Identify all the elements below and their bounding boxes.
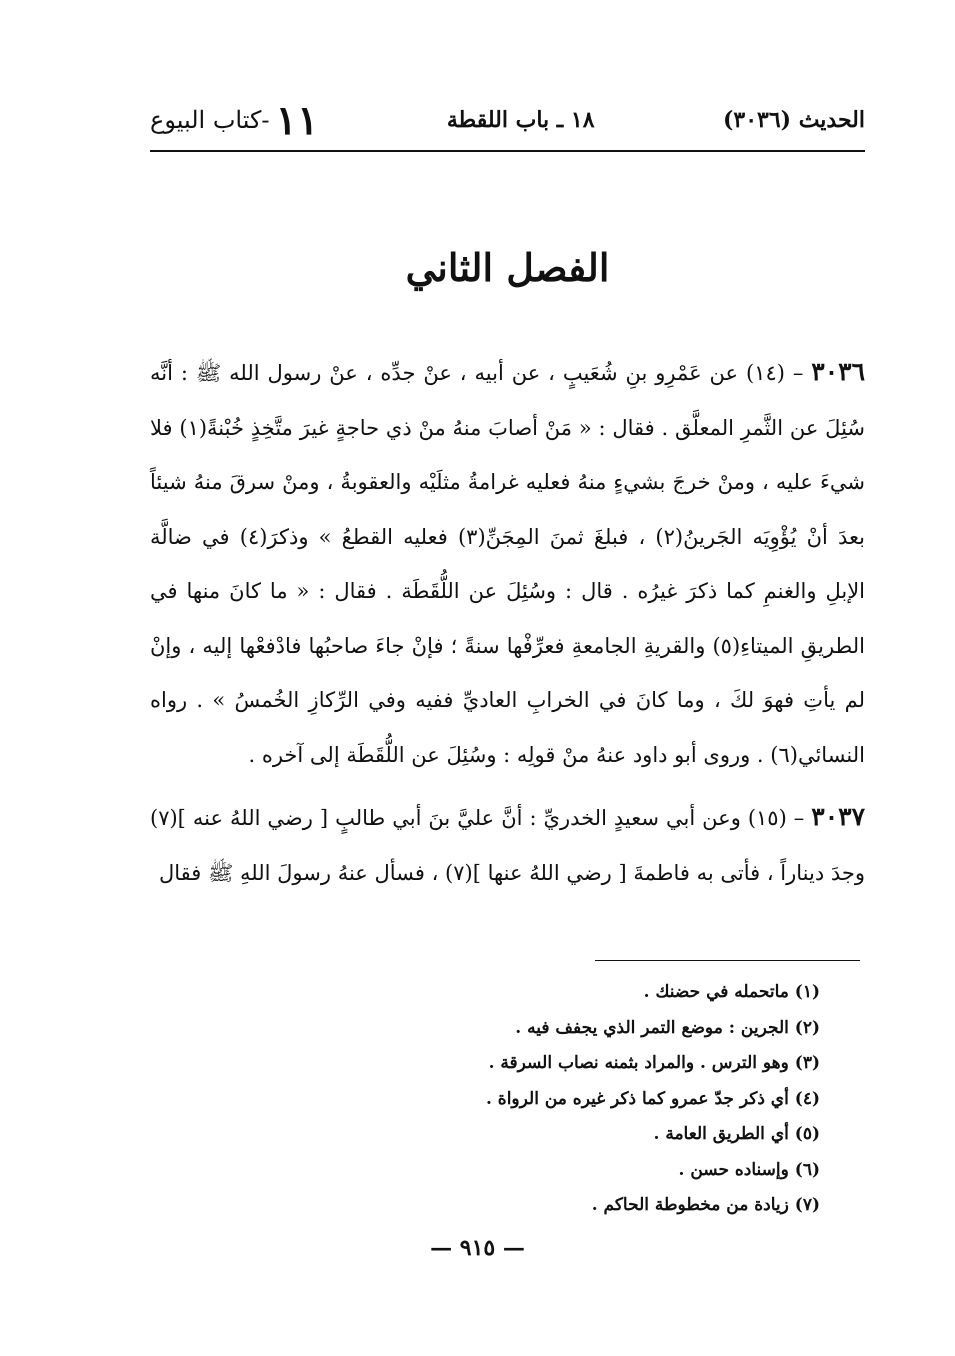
footnote: (٣) وهو الترس . والمراد بثمنه نصاب السرقة . [488,1053,820,1073]
footnote: (١) ماتحمله في حضنك . [643,982,820,1002]
footnote: (٦) وإسناده حسن . [678,1159,820,1180]
running-header [150,95,865,145]
main-text [150,345,865,900]
hadith-range: الحديث (٣٠٣٦) [722,107,865,133]
page-number: — ٩١٥ — [430,1235,525,1261]
footnote-rule [595,960,860,961]
hadith-paragraph [150,345,865,782]
hadith-paragraph [150,790,865,900]
chapter-number: ١١ [275,96,319,144]
hadith-text: – (١٥) وعن أبي سعيدٍ الخدريِّ : أنَّ عليَّ بنَ أبي طالبٍ [ رضي اللهُ عنه ](٧) وجدَ ديناراً ، فأتى به فاطمةَ [ رضي اللهُ عنها ](٧) ، فسأل عنهُ رسولَ اللهِ ﷺ فقال [150,806,865,885]
footnote: (٧) زيادة من مخطوطة الحاكم . [591,1195,820,1215]
footnote: (٢) الجرين : موضع التمر الذي يجفف فيه . [515,1017,820,1038]
hadith-number: ٣٠٣٧ [811,802,865,831]
chapter-title: -كتاب البيوع [150,106,270,134]
footnote: (٥) أي الطريق العامة . [653,1124,820,1144]
footnote: (٤) أي ذكر جدّ عمرو كما ذكر غيره من الرواة . [485,1088,820,1109]
header-rule [150,150,865,152]
section-heading: الفصل الثاني [405,245,610,290]
hadith-text: – (١٤) عن عَمْرِو بنِ شُعَيبٍ ، عن أبيه ، عنْ جدِّه ، عنْ رسول الله ﷺ : أنَّه سُئِلَ عن الثَّمرِ المعلَّق . فقال : « مَنْ أصابَ منهُ منْ ذي حاجةٍ غيرَ متَّخِذٍ خُبْنةً(١) فلا شيءَ عليه ، ومنْ خرجَ بشيءٍ منهُ فعليه غرامةُ مثلَيْه والعقوبةُ ، ومنْ سرقَ منهُ شيئاً بعدَ أنْ يُؤْوِيَه الجَرينُ(٢) ، فبلغَ ثمنَ المِجَنِّ(٣) فعليه القطعُ » وذكرَ(٤) في ضالَّة الإبلِ والغنمِ كما ذكرَ غيرُه . قال : وسُئِلَ عن اللُّقَطَة . فقال : « ما كانَ منها في الطريقِ الميتاءِ(٥) والقريةِ الجامعةِ فعرِّفْها سنةً ؛ فإنْ جاءَ صاحبُها فادْفعْها إليه ، وإنْ لم يأتِ فهوَ لكَ ، وما كانَ في الخرابِ العاديِّ ففيه وفي الرِّكازِ الخُمسُ » . رواه النسائي(٦) . وروى أبو داود عنهُ منْ قولِه : وسُئِلَ عن اللُّقَطَة إلى آخره . [150,361,866,767]
footnotes [380,975,820,1224]
section-title: ١٨ ـ باب اللقطة [446,107,595,133]
header-chapter [150,97,318,144]
hadith-number: ٣٠٣٦ [811,357,865,386]
